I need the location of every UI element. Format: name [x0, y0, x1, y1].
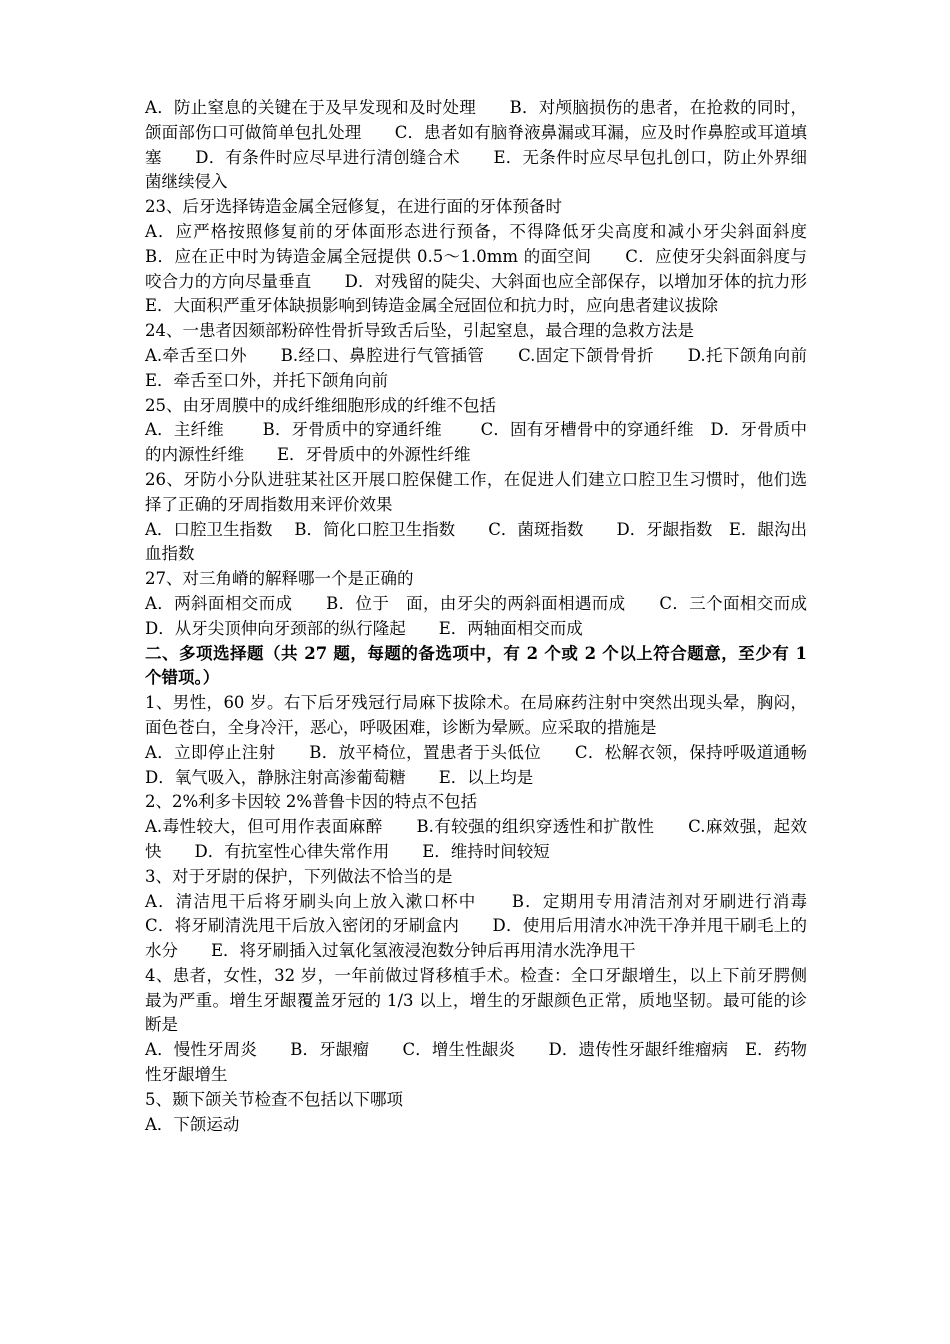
answer-options-m1: A．立即停止注射 B．放平椅位，置患者于头低位 C．松解衣领，保持呼吸道通畅 D．氧气吸入，静脉注射高渗葡萄糖 E．以上均是 [145, 742, 840, 787]
question-27: 27、对三角嵴的解释哪一个是正确的 [145, 569, 414, 589]
answer-options-m3: A．清洁甩干后将牙刷头向上放入漱口杯中 B．定期用专用清洁剂对牙刷进行消毒 C．将牙刷清洗甩干后放入密闭的牙刷盒内 D．使用后用清水冲洗干净并甩干刷毛上的水分 E．将牙刷插入过氧化氢液浸泡数分钟后再用清水洗净甩干 [145, 891, 840, 961]
answer-options-m5: A．下颌运动 [145, 1114, 240, 1134]
answer-options-24: A.牵舌至口外 B.经口、鼻腔进行气管插管 C.固定下颌骨骨折 D.托下颌角向前 E．牵舌至口外，并托下颌角向前 [145, 345, 840, 390]
question-26: 26、牙防小分队进驻某社区开展口腔保健工作，在促进人们建立口腔卫生习惯时，他们选择了正确的牙周指数用来评价效果 [145, 469, 807, 514]
answer-options-25: A．主纤维 B．牙骨质中的穿通纤维 C．固有牙槽骨中的穿通纤维 D．牙骨质中的内源性纤维 E．牙骨质中的外源性纤维 [145, 420, 807, 465]
answer-options-m2: A.毒性较大，但可用作表面麻醉 B.有较强的组织穿透性和扩散性 C.麻效强，起效快 D．有抗室性心律失常作用 E．维持时间较短 [145, 817, 807, 861]
question-m4: 4、患者，女性，32 岁，一年前做过肾移植手术。检查：全口牙龈增生，以上下前牙腭侧最为严重。增生牙龈覆盖牙冠的 1/3 以上，增生的牙龈颜色正常，质地坚韧。最可能的诊断是 [145, 965, 807, 1035]
answer-options-23: A．应严格按照修复前的牙体面形态进行预备，不得降低牙尖高度和减小牙尖斜面斜度 B．应在正中时为铸造金属全冠提供 0.5～1.0mm 的面空间 C．应使牙尖斜面斜度与咬合力的方向尽量垂直 D．对残留的陡尖、大斜面也应全部保存，以增加牙体的抗力形 E．大面积严重牙体缺损影响到铸造金属全冠固位和抗力时，应向患者建议拔除 [145, 221, 840, 316]
answer-options-26: A．口腔卫生指数 B．简化口腔卫生指数 C．菌斑指数 D．牙龈指数 E．龈沟出血指数 [145, 519, 807, 564]
question-m1: 1、男性，60 岁。右下后牙残冠行局麻下拔除术。在局麻药注射中突然出现头晕，胸闷，面色苍白，全身冷汗，恶心，呼吸困难，诊断为晕厥。应采取的措施是 [145, 693, 807, 737]
question-24: 24、一患者因颏部粉碎性骨折导致舌后坠，引起窒息，最合理的急救方法是 [145, 321, 694, 341]
section-heading-multiple-choice: 二、多项选择题（共 27 题，每题的备选项中，有 2 个或 2 个以上符合题意，至少有 1 个错项。） [145, 643, 807, 688]
answer-options-27: A．两斜面相交而成 B．位于 面，由牙尖的两斜面相遇而成 C．三个面相交而成 D．从牙尖顶伸向牙颈部的纵行隆起 E．两轴面相交而成 [145, 593, 840, 638]
question-m3: 3、对于牙尉的保护，下列做法不恰当的是 [145, 866, 453, 886]
answer-options-m4: A．慢性牙周炎 B．牙龈瘤 C．增生性龈炎 D．遗传性牙龈纤维瘤病 E．药物性牙龈增生 [145, 1040, 807, 1085]
answer-options-22: A．防止窒息的关键在于及早发现和及时处理 B．对颅脑损伤的患者，在抢救的同时，颌面部伤口可做简单包扎处理 C．患者如有脑脊液鼻漏或耳漏，应及时作鼻腔或耳道填塞 D．有条件时应尽早进行清创缝合术 E．无条件时应尽早包扎创口，防止外界细菌继续侵入 [145, 98, 807, 192]
question-25: 25、由牙周膜中的成纤维细胞形成的纤维不包括 [145, 395, 496, 415]
question-m5: 5、颞下颌关节检查不包括以下哪项 [145, 1089, 403, 1109]
question-m2: 2、2%利多卡因较 2%普鲁卡因的特点不包括 [145, 792, 478, 812]
question-23: 23、后牙选择铸造金属全冠修复，在进行面的牙体预备时 [145, 197, 562, 217]
document-page [145, 96, 840, 1137]
